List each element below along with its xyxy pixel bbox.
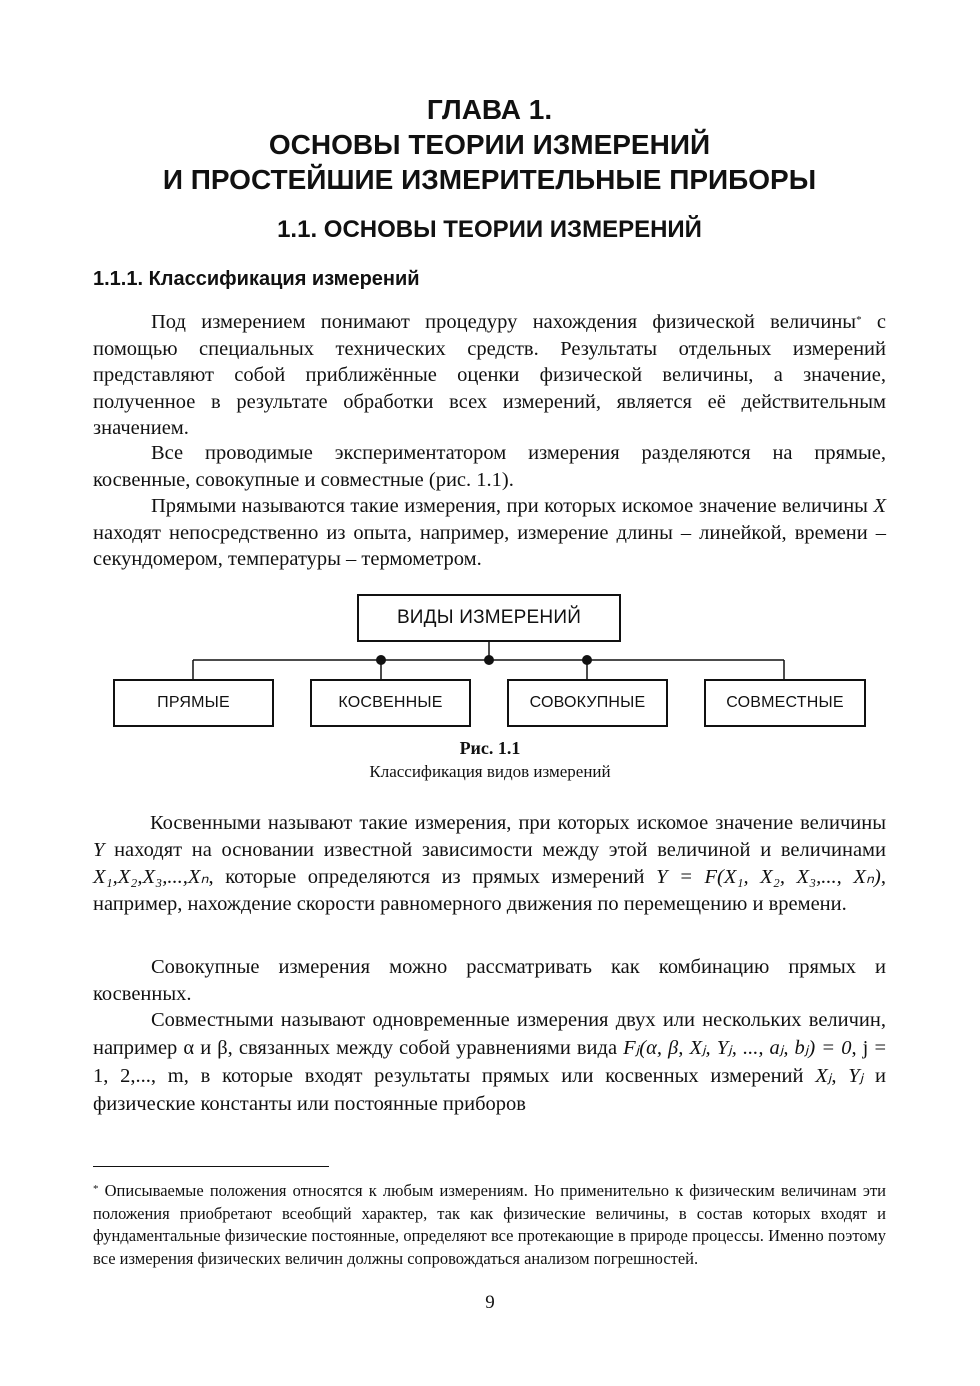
- paragraph-definition-rest: с помощью специальных технических средств. Результаты отдельных измерений представляют собой приближённые оценки физической величины, а значение, полученное в результате обработки всех измерений, является её действительным значением.: [93, 311, 886, 439]
- formula-joint: Fⱼ(α, β, Xⱼ, Yⱼ, ..., aⱼ, bⱼ) = 0: [623, 1037, 852, 1059]
- paragraph-cumulative: Совокупные измерения можно рассматривать как комбинацию прямых и косвенных.: [93, 956, 886, 1005]
- footnote-divider: [93, 1166, 329, 1167]
- formula-indirect: Y = F(X₁, X₂, X₃,..., Xₙ): [656, 866, 881, 888]
- variable-yj: Yⱼ: [848, 1065, 864, 1087]
- variable-separator: ,: [831, 1065, 849, 1087]
- paragraph-joint-end: и физические константы или постоянные приборов: [93, 1065, 886, 1115]
- junction-dot-2: [484, 655, 494, 665]
- footnote-marker: *: [856, 314, 862, 326]
- formula-joint-index: , j = 1, 2,..., m,: [93, 1037, 887, 1087]
- chapter-title-line-2: ОСНОВЫ ТЕОРИИ ИЗМЕРЕНИЙ: [268, 129, 711, 160]
- chapter-title-line-1: ГЛАВА 1.: [426, 94, 553, 125]
- junction-dot-1: [376, 655, 386, 665]
- diagram-box-joint: СОВМЕСТНЫЕ: [704, 679, 866, 727]
- variable-y: Y: [93, 839, 105, 861]
- paragraph-direct-rest: находят непосредственно из опыта, например, измерение длины – линейкой, времени – секундомером, температуры – термометром.: [93, 521, 886, 570]
- variables-x-list: X₁,X₂,X₃,...,Xₙ: [93, 866, 209, 888]
- paragraph-direct: [93, 493, 886, 573]
- paragraph-indirect: [93, 810, 886, 918]
- variable-x: X: [873, 495, 886, 517]
- diagram-box-indirect: КОСВЕННЫЕ: [310, 679, 471, 727]
- section-title: 1.1. ОСНОВЫ ТЕОРИИ ИЗМЕРЕНИЙ: [277, 216, 702, 243]
- figure-caption: Классификация видов измерений: [369, 762, 611, 781]
- chapter-title-line-3: И ПРОСТЕЙШИЕ ИЗМЕРИТЕЛЬНЫЕ ПРИБОРЫ: [162, 164, 817, 195]
- footnote-star: *: [93, 1183, 99, 1195]
- paragraph-definition-start: Под измерением понимают процедуру нахождения физической величины: [151, 311, 857, 333]
- variable-xj: Xⱼ: [815, 1065, 832, 1087]
- paragraph-indirect-end: , например, нахождение скорости равномерного движения по перемещению и времени.: [93, 866, 886, 915]
- chapter-title: [93, 92, 886, 197]
- diagram-box-direct: ПРЯМЫЕ: [113, 679, 274, 727]
- page-number: 9: [485, 1292, 495, 1313]
- paragraph-direct-start: Прямыми называются такие измерения, при которых искомое значение величины: [151, 495, 874, 517]
- paragraph-definition: [93, 309, 886, 442]
- paragraph-indirect-clause: , которые определяются из прямых измерений: [208, 866, 657, 888]
- footnote: [93, 1180, 886, 1270]
- figure-label: Рис. 1.1: [459, 738, 521, 758]
- paragraph-joint-start: Совместными называют одновременные измерения двух или нескольких величин, например α и β, связанных между собой уравнениями вида: [93, 1009, 886, 1059]
- subsection-title: 1.1.1. Классификация измерений: [93, 268, 420, 290]
- paragraph-indirect-start: Косвенными называют такие измерения, при которых искомое значение величины: [150, 812, 886, 834]
- paragraph-joint: [93, 1006, 886, 1118]
- paragraph-indirect-middle: находят на основании известной зависимости между этой величиной и величинами: [104, 839, 886, 861]
- diagram-root-box: ВИДЫ ИЗМЕРЕНИЙ: [357, 594, 621, 642]
- paragraph-joint-middle: в которые входят результаты прямых или косвенных измерений: [188, 1065, 816, 1087]
- junction-dot-3: [582, 655, 592, 665]
- paragraph-types: Все проводимые экспериментатором измерения разделяются на прямые, косвенные, совокупные и совместные (рис. 1.1).: [93, 442, 886, 491]
- diagram-box-cumulative: СОВОКУПНЫЕ: [507, 679, 668, 727]
- footnote-text: Описываемые положения относятся к любым измерениям. Но применительно к физическим величинам эти положения приобретают всеобщий характер, так как физические величины, в состав которых входят и фундаментальные физические постоянные, определяют все протекающие в природе процессы. Именно поэтому все измерения физических величин должны сопровождаться анализом погрешностей.: [93, 1181, 886, 1268]
